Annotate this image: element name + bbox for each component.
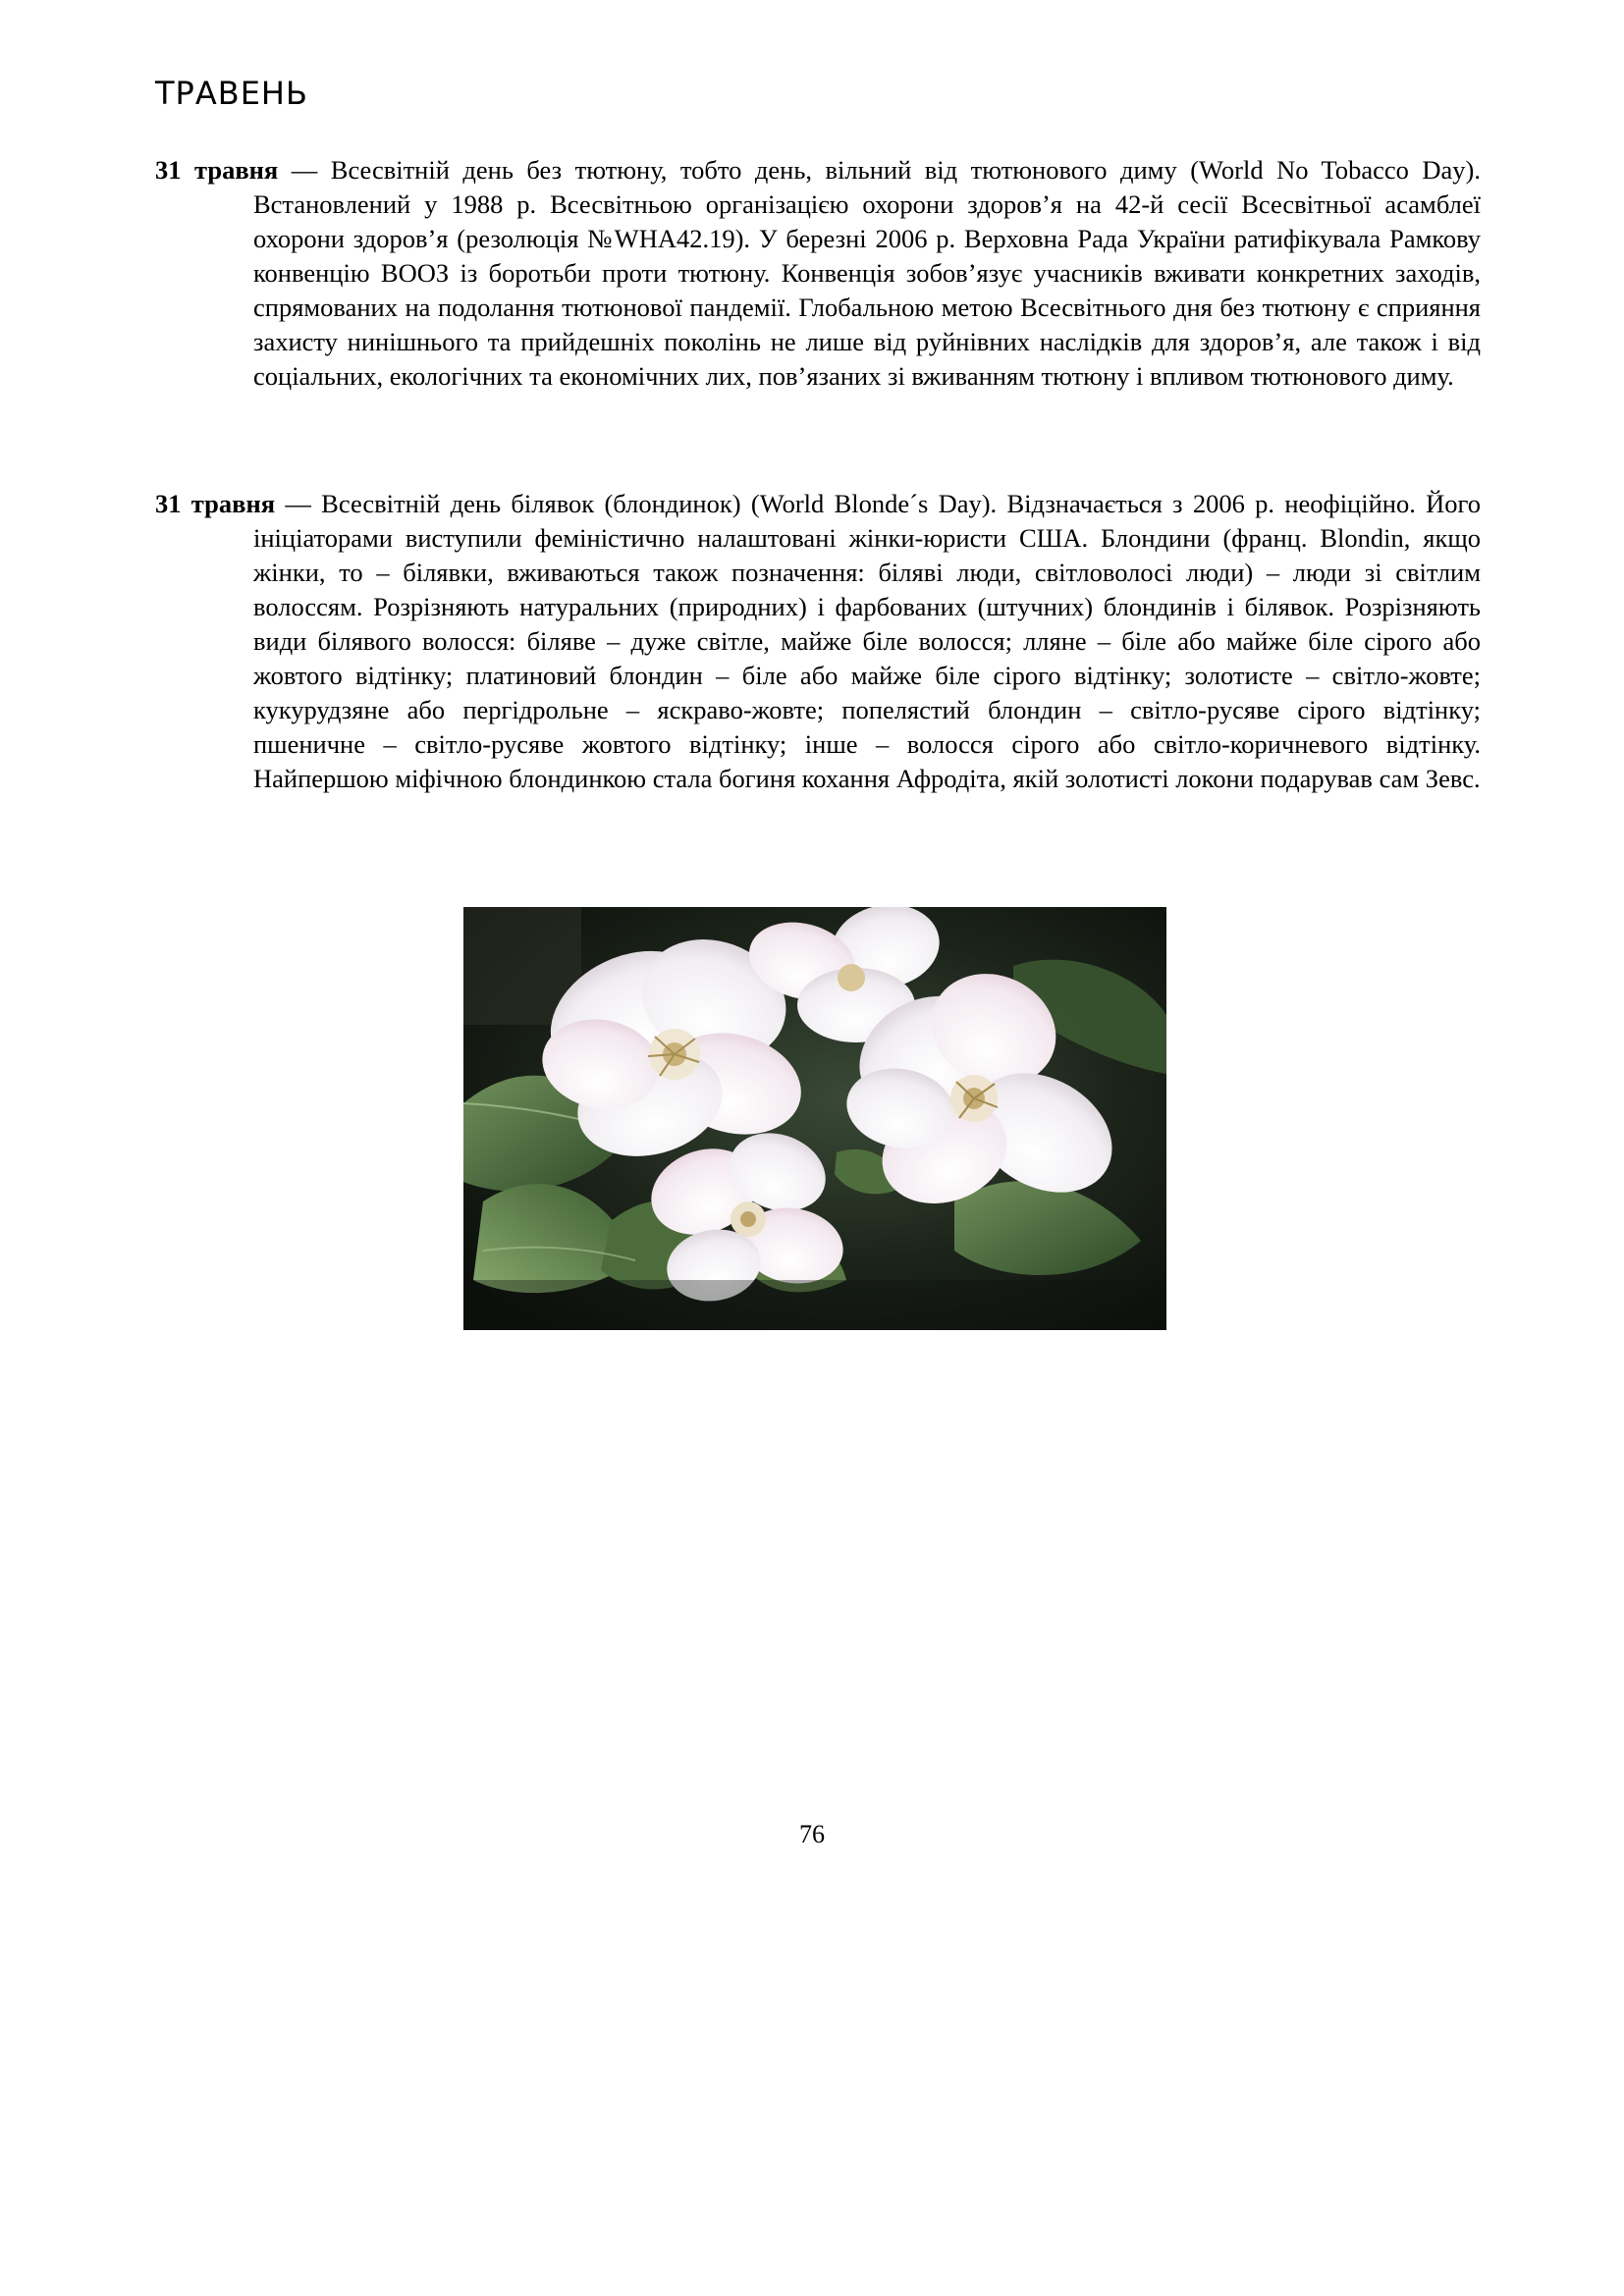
- page-number: 76: [799, 1820, 825, 1848]
- entry-text: — Всесвітній день білявок (блондинок) (World Blonde´s Day). Відзначається з 2006 р. неофіційно. Його ініціаторами виступили феміністично налаштовані жінки-юристи США. Блондини (франц. Blondin, якщо жінки, то – білявки, вживаються також позначення: біляві люди, світловолосі люди) – люди зі світлим волоссям. Розрізняють натуральних (природних) і фарбованих (штучних) блондинів і білявок. Розрізняють види білявого волосся: біляве – дуже світле, майже біле волосся; лляне – біле або майже біле сірого або жовтого відтінку; платиновий блондин – біле або майже біле сірого відтінку; золотисте – світло-жовте; кукурудзяне або пергідрольне – яскраво-жовте; попелястий блондин – світло-русяве сірого відтінку; пшеничне – світло-русяве жовтого відтінку; інше – волосся сірого або світло-коричневого відтінку. Найпершою міфічною блондинкою стала богиня кохання Афродіта, якій золотисті локони подарував сам Зевс.: [253, 489, 1481, 793]
- entry-date: 31 травня: [155, 155, 279, 185]
- entry-world-blondes-day: [155, 487, 1481, 796]
- entry-date: 31 травня: [155, 489, 276, 518]
- page-heading: ТРАВЕНЬ: [155, 75, 308, 112]
- flower-photo: [463, 907, 1166, 1330]
- entry-text: — Всесвітній день без тютюну, тобто день, вільний від тютюнового диму (World No Tobacco Day). Встановлений у 1988 р. Всесвітньою організацією охорони здоров’я на 42-й сесії Всесвітньої асамблеї охорони здоров’я (резолюція №WHA42.19). У березні 2006 р. Верховна Рада України ратифікувала Рамкову конвенцію ВООЗ із боротьби проти тютюну. Конвенція зобов’язує учасників вживати конкретних заходів, спрямованих на подолання тютюнової пандемії. Глобальною метою Всесвітнього дня без тютюну є сприяння захисту нинішнього та прийдешніх поколінь не лише від руйнівних наслідків для здоров’я, але також і від соціальних, екологічних та економічних лих, пов’язаних зі вживанням тютюну і впливом тютюнового диму.: [253, 155, 1482, 391]
- entry-world-no-tobacco-day: [155, 153, 1481, 394]
